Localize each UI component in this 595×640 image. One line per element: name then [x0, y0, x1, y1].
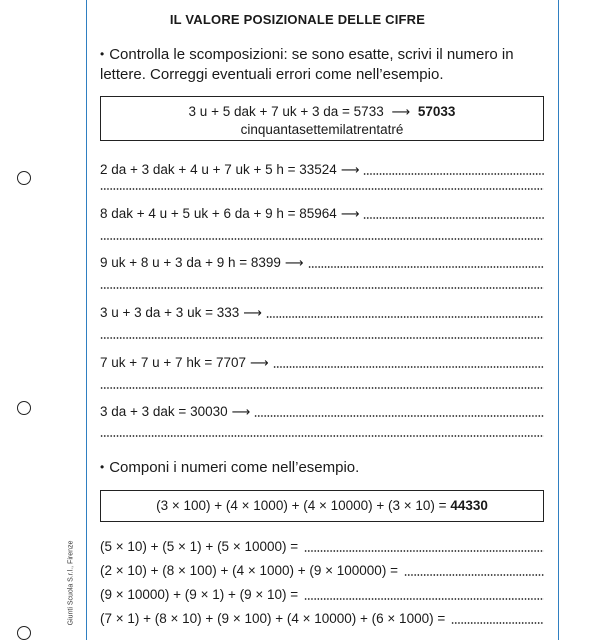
instruction-1 — [100, 44, 552, 85]
answer-line[interactable] — [100, 238, 544, 240]
example-2-answer: 44330 — [450, 498, 488, 513]
compose-expression: (7 × 1) + (8 × 10) + (9 × 100) + (4 × 10000) + (6 × 1000) = — [100, 611, 446, 626]
answer-line[interactable] — [308, 266, 544, 268]
arrow-icon: ⟶ — [231, 404, 251, 419]
exercise-expression: 3 u + 3 da + 3 uk = 333 — [100, 305, 240, 320]
example-1-answer: 57033 — [417, 104, 456, 119]
exercise-expression: 3 da + 3 dak = 30030 — [100, 404, 228, 419]
exercise-expression: 9 uk + 8 u + 3 da + 9 h = 8399 — [100, 255, 281, 270]
example-box-1 — [100, 96, 544, 141]
answer-line[interactable] — [100, 337, 544, 339]
example-box-2 — [100, 490, 544, 522]
answer-line[interactable] — [304, 550, 544, 552]
binder-hole — [17, 171, 31, 185]
arrow-icon: ⟶ — [340, 162, 360, 177]
answer-line[interactable] — [451, 622, 544, 624]
answer-line[interactable] — [363, 173, 544, 175]
answer-line[interactable] — [363, 217, 544, 219]
arrow-icon: ⟶ — [340, 206, 360, 221]
answer-line[interactable] — [100, 387, 544, 389]
instruction-1-text: Controlla le scomposizioni: se sono esatte, scrivi il numero in lettere. Correggi eventuali errori come nell’esempio. — [100, 46, 514, 83]
answer-line[interactable] — [266, 316, 544, 318]
instruction-2 — [100, 457, 552, 478]
exercise-expression: 8 dak + 4 u + 5 uk + 6 da + 9 h = 85964 — [100, 206, 337, 221]
answer-line[interactable] — [404, 574, 544, 576]
arrow-icon: ⟶ — [284, 255, 304, 270]
answer-line[interactable] — [100, 188, 544, 190]
bullet-icon: • — [100, 47, 105, 61]
answer-line[interactable] — [100, 435, 544, 437]
compose-row — [100, 585, 544, 603]
arrow-icon: ⟶ — [243, 305, 262, 320]
publisher-credit — [66, 536, 76, 630]
compose-expression: (5 × 10) + (5 × 1) + (5 × 10000) = — [100, 539, 299, 554]
example-1-expression: 3 u + 5 dak + 7 uk + 3 da = 5733 — [188, 104, 384, 119]
example-2-expression: (3 × 100) + (4 × 1000) + (4 × 10000) + (3 × 10) = — [156, 498, 447, 513]
arrow-icon: ⟶ — [250, 355, 269, 370]
page-title: IL VALORE POSIZIONALE DELLE CIFRE — [169, 12, 426, 27]
answer-line[interactable] — [304, 598, 544, 600]
exercise-row — [100, 160, 544, 178]
compose-row — [100, 609, 544, 627]
arrow-icon: ⟶ — [391, 104, 411, 119]
instruction-2-text: Componi i numeri come nell’esempio. — [109, 459, 360, 476]
publisher-credit-text: Giunti Scuola S.r.l., Firenze — [67, 540, 75, 626]
exercise-row — [100, 303, 544, 321]
exercise-expression: 7 uk + 7 u + 7 hk = 7707 — [100, 355, 246, 370]
answer-line[interactable] — [254, 415, 544, 417]
exercise-row — [100, 204, 544, 222]
bullet-icon: • — [100, 460, 105, 474]
exercise-row — [100, 402, 544, 420]
compose-expression: (2 × 10) + (8 × 100) + (4 × 1000) + (9 × 100000) = — [100, 563, 398, 578]
compose-row — [100, 537, 544, 555]
compose-row — [100, 561, 544, 579]
binder-hole — [17, 401, 31, 415]
binder-hole — [17, 626, 31, 640]
compose-expression: (9 × 10000) + (9 × 1) + (9 × 10) = — [100, 587, 299, 602]
exercise-row — [100, 253, 544, 271]
example-1-words: cinquantasettemilatrentatré — [240, 122, 404, 137]
answer-line[interactable] — [273, 366, 544, 368]
example-1-line — [101, 103, 543, 121]
exercise-expression: 2 da + 3 dak + 4 u + 7 uk + 5 h = 33524 — [100, 162, 337, 177]
answer-line[interactable] — [100, 287, 544, 289]
exercise-row — [100, 353, 544, 371]
